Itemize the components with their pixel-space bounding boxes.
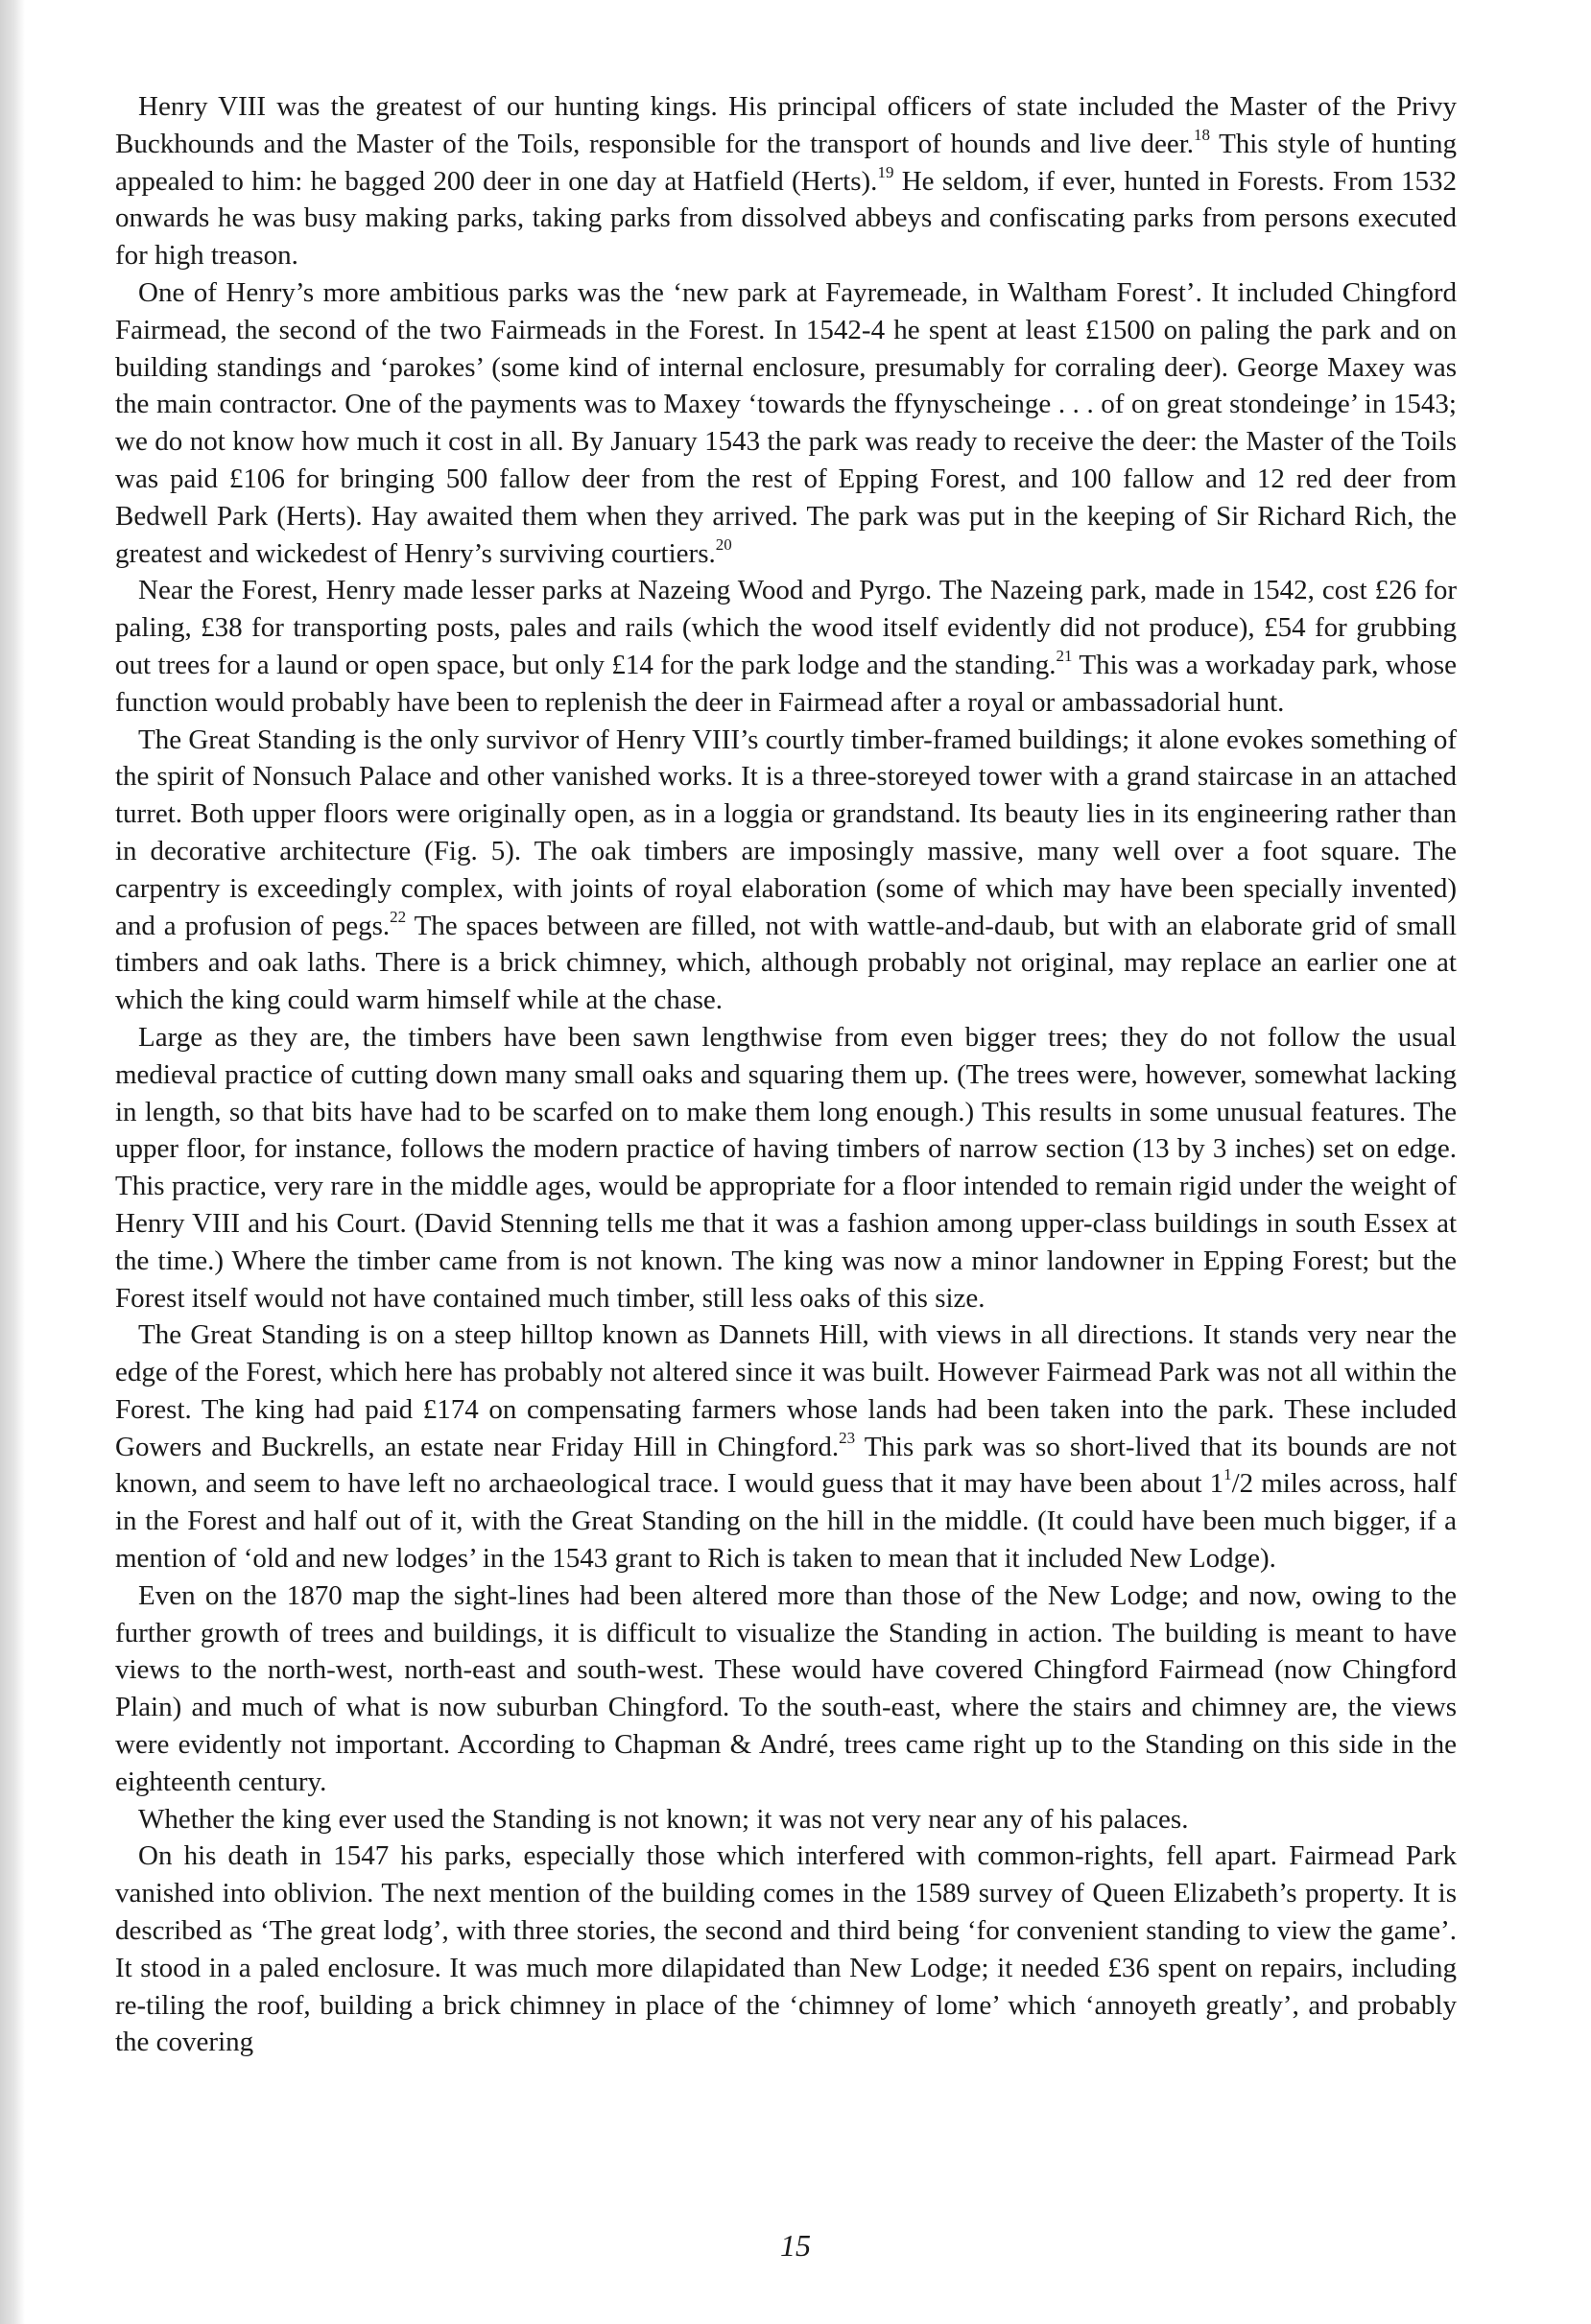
paragraph: [115, 88, 1457, 274]
paragraph-text: This style of hunting appealed to him: he bagged 200 deer in one day at Hatfield (Herts).: [115, 128, 1457, 197]
footnote-reference: 20: [715, 534, 732, 554]
paragraph: [115, 1801, 1457, 1838]
paragraph-text: On his death in 1547 his parks, especially those which interfered with common-rights, fell apart. Fairmead Park vanished into oblivion. The next mention of the building comes in the 1589 survey of Queen Elizabeth’s property. It is described as ‘The great lodg’, with three stories, the second and third being ‘for convenient standing to view the game’. It stood in a paled enclosure. It was much more dilapidated than New Lodge; it needed £36 spent on repairs, including re-tiling the roof, building a brick chimney in place of the ‘chimney of lome’ which ‘annoyeth greatly’, and probably the covering: [115, 1840, 1457, 2058]
paragraph-text: The Great Standing is on a steep hilltop known as Dannets Hill, with views in all directions. It stands very near the edge of the Forest, which here has probably not altered since it was built. However Fairmead Park was not all within the Forest. The king had paid £174 on compensating farmers whose lands had been taken into the park. These included Gowers and Buckrells, an estate near Friday Hill in Chingford.: [115, 1319, 1457, 1462]
paragraph: [115, 1838, 1457, 2061]
paragraph-text: This park was so short-lived that its bounds are not known, and seem to have left no archaeological trace. I would guess that it may have been about 1: [115, 1431, 1457, 1500]
paragraph: [115, 274, 1457, 572]
paragraph-text: One of Henry’s more ambitious parks was the ‘new park at Fayremeade, in Waltham Forest’. It included Chingford Fairmead, the second of the two Fairmeads in the Forest. In 1542-4 he spent at least £1500 on paling the park and on building standings and ‘parokes’ (some kind of internal enclosure, presumably for corraling deer). George Maxey was the main contractor. One of the payments was to Maxey ‘towards the ffynyscheinge . . . of on great stondeinge’ in 1543; we do not know how much it cost in all. By January 1543 the park was ready to receive the deer: the Master of the Toils was paid £106 for bringing 500 fallow deer from the rest of Epping Forest, and 100 fallow and 12 red deer from Bedwell Park (Herts). Hay awaited them when they arrived. The park was put in the keeping of Sir Richard Rich, the greatest and wickedest of Henry’s surviving courtiers.: [115, 276, 1457, 569]
page-number: 15: [780, 2228, 811, 2263]
paragraph-text: The spaces between are filled, not with wattle-and-daub, but with an elaborate grid of small timbers and oak laths. There is a brick chimney, which, although probably not original, may replace an earlier one at which the king could warm himself while at the chase.: [115, 910, 1457, 1016]
paragraph-text: Even on the 1870 map the sight-lines had been altered more than those of the New Lodge; and now, owing to the further growth of trees and buildings, it is difficult to visualize the Standing in action. The building is meant to have views to the north-west, north-east and south-west. These would have covered Chingford Fairmead (now Chingford Plain) and much of what is now suburban Chingford. To the south-east, where the stairs and chimney are, the views were evidently not important. According to Chapman & André, trees came right up to the Standing on this side in the eighteenth century.: [115, 1579, 1457, 1797]
footnote-reference: 18: [1194, 125, 1211, 144]
paragraph-text: Large as they are, the timbers have been sawn lengthwise from even bigger trees; they do not follow the usual medieval practice of cutting down many small oaks and squaring them up. (The trees were, however, somewhat lacking in length, so that bits have had to be scarfed on to make them long enough.) This results in some unusual features. The upper floor, for instance, follows the modern practice of having timbers of narrow section (13 by 3 inches) set on edge. This practice, very rare in the middle ages, would be appropriate for a floor intended to remain rigid under the weight of Henry VIII and his Court. (David Stenning tells me that it was a fashion among upper-class buildings in south Essex at the time.) Where the timber came from is not known. The king was now a minor landowner in Epping Forest; but the Forest itself would not have contained much timber, still less oaks of this size.: [115, 1021, 1457, 1314]
paragraph-text: Whether the king ever used the Standing is not known; it was not very near any of his palaces.: [138, 1803, 1189, 1835]
footnote-reference: 22: [390, 907, 407, 926]
paragraph: [115, 1577, 1457, 1801]
footnote-reference: 21: [1056, 646, 1073, 665]
footnote-reference: 19: [877, 162, 894, 181]
paragraph-text: /2 miles across, half in the Forest and half out of it, with the Great Standing on the hill in the middle. (It could have been much bigger, if a mention of ‘old and new lodges’ in the 1543 grant to Rich is taken to mean that it included New Lodge).: [115, 1468, 1457, 1575]
paragraph: [115, 722, 1457, 1019]
paragraph: [115, 1019, 1457, 1316]
paragraph-text: Henry VIII was the greatest of our hunting kings. His principal officers of state included the Master of the Privy Buckhounds and the Master of the Toils, responsible for the transport of hounds and live deer.: [115, 91, 1457, 159]
paragraph: [115, 572, 1457, 721]
paragraph-text: Near the Forest, Henry made lesser parks at Nazeing Wood and Pyrgo. The Nazeing park, made in 1542, cost £26 for paling, £38 for transporting posts, pales and rails (which the wood itself evidently did not produce), £54 for grubbing out trees for a laund or open space, but only £14 for the park lodge and the standing.: [115, 575, 1457, 680]
footnote-reference: 23: [839, 1428, 856, 1447]
page-edge-shadow: [0, 0, 25, 2324]
paragraph-text: This was a workaday park, whose function would probably have been to replenish the deer in Fairmead after a royal or ambassadorial hunt.: [115, 649, 1457, 718]
paragraph-text: He seldom, if ever, hunted in Forests. From 1532 onwards he was busy making parks, taking parks from dissolved abbeys and confiscating parks from persons executed for high treason.: [115, 165, 1457, 272]
footnote-reference: 1: [1223, 1465, 1232, 1484]
paragraph: [115, 1316, 1457, 1577]
paragraph-text: The Great Standing is the only survivor of Henry VIII’s courtly timber-framed buildings; it alone evokes something of the spirit of Nonsuch Palace and other vanished works. It is a three-storeyed tower with a grand staircase in an attached turret. Both upper floors were originally open, as in a loggia or grandstand. Its beauty lies in its engineering rather than in decorative architecture (Fig. 5). The oak timbers are imposingly massive, many well over a foot square. The carpentry is exceedingly complex, with joints of royal elaboration (some of which may have been specially invented) and a profusion of pegs.: [115, 723, 1457, 941]
body-text: [115, 88, 1457, 2061]
